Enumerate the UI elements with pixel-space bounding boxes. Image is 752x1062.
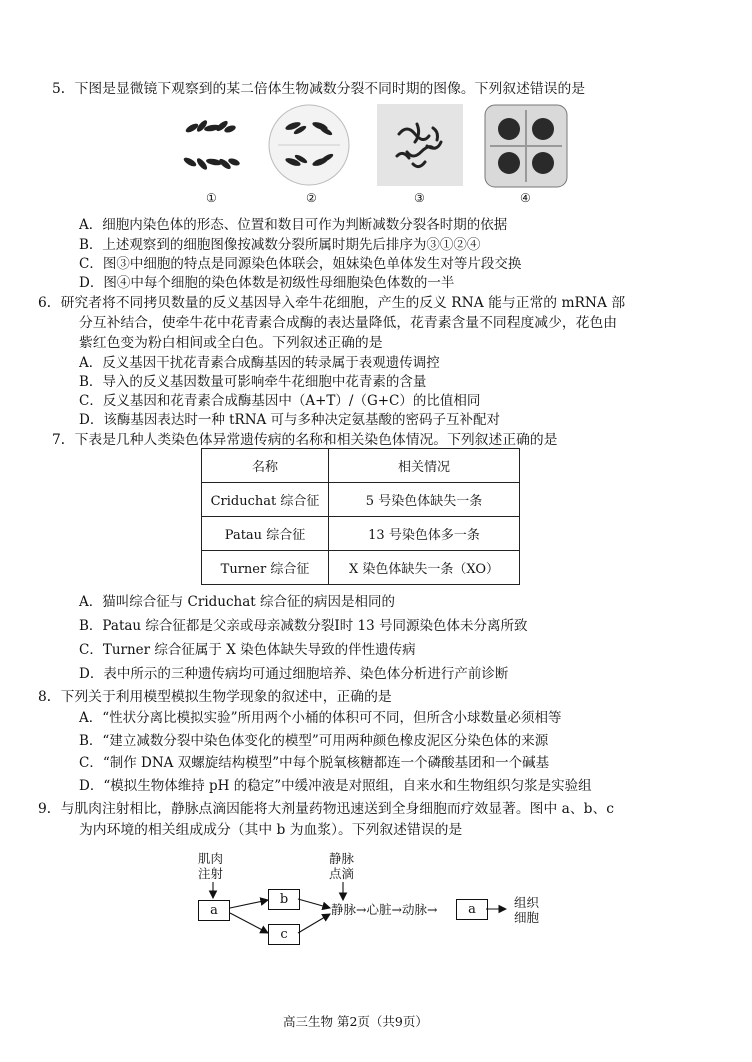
q5-option-b: B．上述观察到的细胞图像按减数分裂所属时期先后排序为③①②④: [79, 237, 481, 253]
table-cell-name: Turner 综合征: [202, 551, 329, 585]
iv-drip-label-line2: 点滴: [329, 866, 355, 881]
q7-stem: 7．下表是几种人类染色体异常遗传病的名称和相关染色体情况。下列叙述正确的是: [52, 432, 558, 448]
q6-stem-line2: 分互补结合，使牵牛花中花青素合成酶的表达量降低，花青素含量不同程度减少，花色由: [79, 315, 618, 331]
q6-stem-line3: 紫红色变为粉白相间或全白色。下列叙述正确的是: [79, 335, 383, 351]
q7-option-b: B．Patau 综合征都是父亲或母亲减数分裂Ⅰ时 13 号同源染色体未分离所致: [79, 618, 528, 634]
micrograph-label-4: ④: [520, 191, 531, 205]
component-box-b: b: [268, 889, 300, 910]
table-header-name: 名称: [202, 449, 329, 483]
q6-option-d: D．该酶基因表达时一种 tRNA 可与多种决定氨基酸的密码子互补配对: [79, 412, 501, 428]
q8-stem: 8．下列关于利用模型模拟生物学现象的叙述中，正确的是: [38, 689, 392, 705]
q6-option-c: C．反义基因和花青素合成酶基因中（A+T）/（G+C）的比值相同: [79, 393, 481, 409]
q6-option-a: A．反义基因干扰花青素合成酶基因的转录属于表观遗传调控: [79, 355, 440, 371]
q5-option-a: A．细胞内染色体的形态、位置和数目可作为判断减数分裂各时期的依据: [79, 217, 508, 233]
q7-option-a: A．猫叫综合征与 Criduchat 综合征的病因是相同的: [79, 594, 395, 610]
tissue-cell-label-line1: 组织: [514, 895, 540, 910]
q5-option-d: D．图④中每个细胞的染色体数是初级性母细胞染色体数的一半: [79, 275, 455, 291]
table-cell-detail: X 染色体缺失一条（XO）: [329, 551, 520, 585]
micrograph-label-1: ①: [206, 191, 217, 205]
micrograph-label-2: ②: [306, 191, 317, 205]
q8-option-d: D．“模拟生物体维持 pH 的稳定”中缓冲液是对照组，自来水和生物组织匀浆是实验组: [79, 778, 592, 794]
intramuscular-label-line1: 肌肉: [198, 851, 224, 866]
page-footer: 高三生物 第2页（共9页）: [283, 1014, 428, 1029]
table-cell-detail: 5 号染色体缺失一条: [329, 483, 520, 517]
component-box-c: c: [268, 924, 300, 945]
q6-option-b: B．导入的反义基因数量可影响牵牛花细胞中花青素的含量: [79, 374, 427, 390]
q8-option-b: B．“建立减数分裂中染色体变化的模型”可用两种颜色橡皮泥区分染色体的来源: [79, 733, 549, 749]
q9-stem-line1: 9．与肌肉注射相比，静脉点滴因能将大剂量药物迅速送到全身细胞而疗效显著。图中 a、b、c: [38, 801, 615, 817]
table-cell-name: Criduchat 综合征: [202, 483, 329, 517]
q8-option-c: C．“制作 DNA 双螺旋结构模型”中每个脱氧核糖都连一个磷酸基团和一个碱基: [79, 755, 550, 771]
q7-option-d: D．表中所示的三种遗传病均可通过细胞培养、染色体分析进行产前诊断: [79, 666, 509, 682]
component-box-a: a: [198, 900, 230, 921]
component-box-a-tissue: a: [456, 899, 488, 920]
q6-stem-line1: 6．研究者将不同拷贝数量的反义基因导入牵牛花细胞，产生的反义 RNA 能与正常的 mRNA 部: [38, 295, 626, 311]
tissue-cell-label-line2: 细胞: [514, 910, 540, 925]
micrograph-label-3: ③: [414, 191, 425, 205]
q5-stem: 5．下图是显微镜下观察到的某二倍体生物减数分裂不同时期的图像。下列叙述错误的是: [52, 81, 586, 97]
q8-option-a: A．“性状分离比模拟实验”所用两个小桶的体积可不同，但所含小球数量必须相等: [79, 710, 562, 726]
iv-drip-label-line1: 静脉: [329, 851, 355, 866]
q7-option-c: C．Turner 综合征属于 X 染色体缺失导致的伴性遗传病: [79, 642, 416, 658]
q5-option-c: C．图③中细胞的特点是同源染色体联会，姐妹染色单体发生对等片段交换: [79, 256, 522, 272]
table-header-detail: 相关情况: [329, 449, 520, 483]
blood-flow-path: 静脉→心脏→动脉→: [331, 902, 438, 917]
q9-stem-line2: 为内环境的相关组成成分（其中 b 为血浆）。下列叙述错误的是: [79, 822, 463, 838]
intramuscular-label-line2: 注射: [198, 866, 224, 881]
table-cell-detail: 13 号染色体多一条: [329, 517, 520, 551]
table-cell-name: Patau 综合征: [202, 517, 329, 551]
